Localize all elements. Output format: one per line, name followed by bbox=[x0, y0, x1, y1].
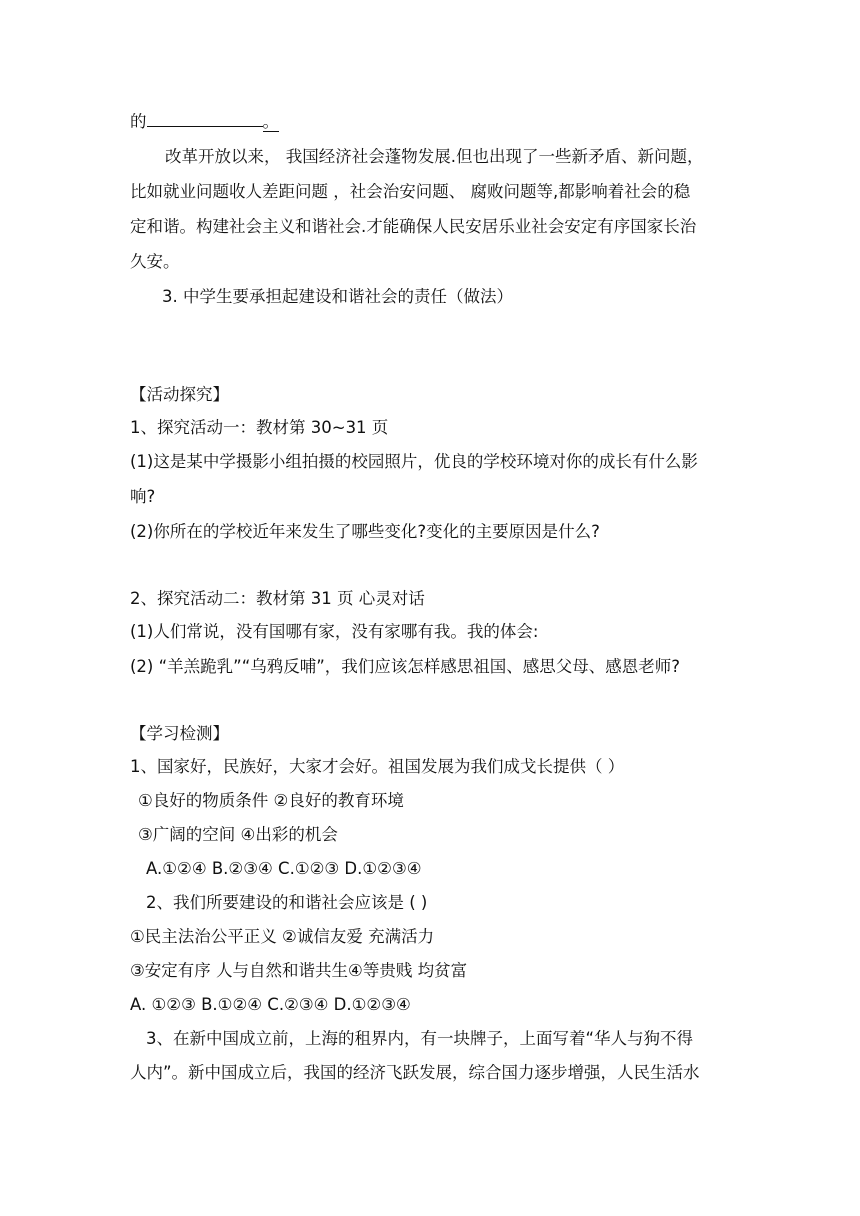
test-question-1: 1、国家好，民族好，大家才会好。祖国发展为我们成戈长提供（ ） bbox=[130, 757, 625, 776]
answer-blank[interactable] bbox=[147, 110, 263, 127]
activity-1-question-2: (2)你所在的学校近年来发生了哪些变化?变化的主要原因是什么? bbox=[130, 522, 600, 541]
test-question-3: 3、在新中国成立前，上海的租界内，有一块牌子，上面写着“华人与狗不得 bbox=[146, 1029, 694, 1048]
activity-1-question-1: (1)这是某中学摄影小组拍摄的校园照片，优良的学校环境对你的成长有什么影 bbox=[130, 452, 698, 471]
activity-2-title: 2、探究活动二：教材第 31 页 心灵对话 bbox=[130, 589, 425, 608]
fill-blank-line bbox=[130, 110, 279, 133]
intro-paragraph-line: 改革开放以来， 我国经济社会蓬物发展.但也出现了一些新矛盾、新问题， bbox=[165, 147, 704, 166]
activity-2-question-1: (1)人们常说，没有国哪有家，没有家哪有我。我的体会: bbox=[130, 622, 539, 641]
test-question-1-options: ③广阔的空间 ④出彩的机会 bbox=[138, 825, 338, 844]
blank-prefix: 的 bbox=[130, 112, 147, 131]
activity-1-question-1-cont: 响? bbox=[130, 487, 156, 506]
activity-heading: 【活动探究】 bbox=[130, 385, 229, 404]
test-question-3-cont: 人内”。新中国成立后，我国的经济飞跃发展，综合国力逐步增强，人民生活水 bbox=[130, 1063, 700, 1082]
section-item-3: 3. 中学生要承担起建设和谐社会的责任（做法） bbox=[162, 287, 513, 306]
activity-1-title: 1、探究活动一：教材第 30~31 页 bbox=[130, 418, 389, 437]
test-question-2-options: ①民主法治公平正义 ②诚信友爱 充满活力 bbox=[130, 927, 435, 946]
intro-paragraph-line: 定和谐。构建社会主义和谐社会.才能确保人民安居乐业社会安定有序国家长治 bbox=[130, 217, 697, 236]
test-question-2-choices: A. ①②③ B.①②④ C.②③④ D.①②③④ bbox=[130, 995, 411, 1014]
intro-paragraph-line: 久安。 bbox=[130, 252, 180, 271]
test-question-2: 2、我们所要建设的和谐社会应该是 ( ) bbox=[146, 893, 428, 912]
test-question-1-options: ①良好的物质条件 ②良好的教育环境 bbox=[138, 791, 404, 810]
test-heading: 【学习检测】 bbox=[130, 724, 229, 743]
test-question-1-choices: A.①②④ B.②③④ C.①②③ D.①②③④ bbox=[146, 859, 422, 878]
activity-2-question-2: (2) “羊羔跪乳”“乌鸦反哺”，我们应该怎样感思祖国、感思父母、感恩老师? bbox=[130, 657, 681, 676]
test-question-2-options: ③安定有序 人与自然和谐共生④等贵贱 均贫富 bbox=[130, 961, 468, 980]
blank-suffix: 。 bbox=[262, 112, 279, 131]
intro-paragraph-line: 比如就业问题收人差距问题 ，社会治安问题、 腐败问题等,都影响着社会的稳 bbox=[130, 182, 691, 201]
